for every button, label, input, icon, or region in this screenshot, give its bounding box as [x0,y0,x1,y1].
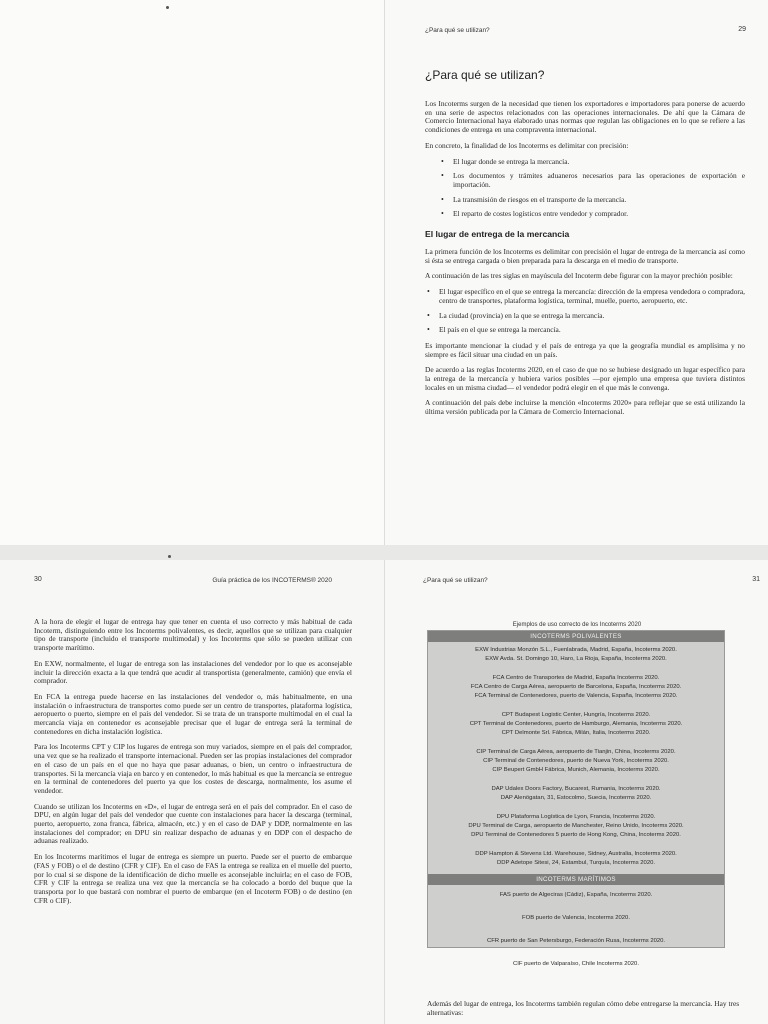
page-mark [166,6,169,9]
table-group [428,781,724,809]
bullet-list [425,288,745,335]
table-group [428,670,724,707]
paragraph: De acuerdo a las reglas Incoterms 2020, en el caso de que no se hubiese designado un lugar específico para la entrega de la mercancía y hubiera varios posibles —por ejemplo una empresa que tuviera distintos locales en un misma ciudad— el vendedor podrá elegir en el que más le convenga. [425,365,745,392]
table-row: DDP Adetope Sitesi, 24, Estambul, Turquía, Incoterms 2020. [496,860,656,866]
table-row: FCA Centro de Transportes de Madrid, España Incoterms 2020. [492,675,660,681]
page-29-body [425,68,745,424]
table-row: CIF puerto de Valparaíso, Chile Incoterms 2020. [513,961,639,967]
table-group [428,744,724,781]
list-item: • El lugar donde se entrega la mercancía. [439,158,745,167]
list-item: • El país en el que se entrega la mercancía. [425,326,745,335]
list-item: • El reparto de costes logísticos entre vendedor y comprador. [439,210,745,219]
table-row: DPU Plataforma Logística de Lyon, Francia, Incoterms 2020. [496,814,656,820]
paragraph: En EXW, normalmente, el lugar de entrega son las instalaciones del vendedor por lo que es aconsejable incluir la dirección exacta a la que tendrá que acudir al transportista (generalmente, camión) que envía el comprador. [34,658,352,686]
running-header: ¿Para qué se utilizan? [423,577,488,584]
table-title: Ejemplos de uso correcto de los Incoterms 2020 [512,622,642,628]
table-row: EXW Industrias Monzón S.L., Fuenlabrada, Madrid, España, Incoterms 2020. [475,647,677,653]
bullet-list [425,158,745,220]
paragraph: Además del lugar de entrega, los Incoterms también regulan cómo debe entregarse la mercancía. Hay tres alternativas: [427,999,740,1017]
page-number: 31 [752,576,760,583]
paragraph: En FCA la entrega puede hacerse en las instalaciones del vendedor o, más habitualmente, en una instalación o infraestructura de transportes como puede ser un centro de transportes, plataforma logística, aeropuerto o puerto, siempre en el país del vendedor. Si se trata de un transporte multimodal en el cual la mercancía viaja en contenedor es aconsejable precisar que el lugar de entrega será la terminal de contenedores en dicha instalación logística. [34,691,352,736]
table-group [428,809,724,846]
paragraph: En concreto, la finalidad de los Incoterms es delimitar con precisión: [425,140,629,150]
table-row: CPT Delmonte Srl. Fábrica, Milán, Italia, Incoterms 2020. [501,730,651,736]
table-section-header: INCOTERMS POLIVALENTES [428,631,724,642]
examples-table [427,630,725,967]
table-row: CIP Terminal de Carga Aérea, aeropuerto de Tianjin, China, Incoterms 2020. [476,749,676,755]
paragraph: En los Incoterms marítimos el lugar de entrega es siempre un puerto. Puede ser el puerto de embarque (FAS y FOB) o el de destino (CFR y CIF). En el caso de FAS la entrega se realiza en el muelle del puerto, por lo cual si se dispone de la identificación de dicho muelle es aconsejable incluirla; en el caso de FOB, CFR y CIF la entrega se realiza una vez que la mercancía se ha colocado a bordo del buque que la transporta por lo que bastará con nombrar el puerto de embarque (en el Incoterm FOB) o de destino (en CFR o CIF). [34,852,352,905]
table-row: DDP Hampton & Stevens Ltd. Warehouse, Sidney, Australia, Incoterms 2020. [475,851,677,857]
table-row: CFR puerto de San Petersburgo, Federación Rusa, Incoterms 2020. [486,938,666,944]
table-row: EXW Avda. St. Domingo 10, Haro, La Rioja, España, Incoterms 2020. [485,656,667,662]
table-row: CPT Terminal de Contenedores, puerto de Hamburgo, Alemania, Incoterms 2020. [469,721,683,727]
page-number: 30 [34,576,42,583]
table-group [428,908,724,931]
running-header: ¿Para qué se utilizan? [425,27,490,34]
paragraph: Para los Incoterms CPT y CIP los lugares de entrega son muy variados, siempre en el país del comprador, una vez que se ha realizado el transporte internacional. Pueden ser las propias instalaciones del comprador en el caso de un país en el que no haya que pasar aduanas, o bien, un centro o infraestructura de transportes. Si la mercancía viaja en barco y en contenedor, lo más habitual es que la mercancía se entregue en la terminal de contenedores del puerto ya que los costes de descarga, normalmente, los asume el vendedor. [34,742,352,795]
section-heading: El lugar de entrega de la mercancia [425,229,570,240]
list-item: • El lugar específico en el que se entrega la mercancía: dirección de la empresa vendedora o compradora, centro de transportes, plataforma logística, terminal, muelle, puerto, aeropuerto, etc. [425,288,745,305]
list-item: • La transmisión de riesgos en el transporte de la mercancía. [439,196,745,205]
table-row: CPT Budapest Logistic Center, Hungría, Incoterms 2020. [501,712,651,718]
running-header: Guía práctica de los INCOTERMS® 2020 [212,577,332,584]
page-31 [384,560,768,1024]
table-section-header: INCOTERMS MARÍTIMOS [428,874,724,885]
list-item: • La ciudad (provincia) en la que se entrega la mercancía. [425,312,745,321]
page-29 [384,0,768,545]
table-row: DAP Alenögatan, 31, Estocolmo, Suecia, Incoterms 2020. [500,795,652,801]
paragraph: Es importante mencionar la ciudad y el país de entrega ya que la geografía mundial es amplísima y no siempre es fácil situar una ciudad en un país. [425,340,745,359]
page-30 [0,560,384,1024]
table-group [428,707,724,744]
paragraph: A continuación del país debe incluirse la mención «Incoterms 2020» para reflejar que se está utilizando la última versión publicada por la Cámara de Comercio Internacional. [425,398,745,417]
paragraph: Los Incoterms surgen de la necesidad que tienen los exportadores e importadores para ponerse de acuerdo en una serie de aspectos relacionados con las operaciones internacionales. De ahí que la Cámara de Comercio Internacional haya elaborado unas normas que regulan las obligaciones en lo que se refiere a las condiciones de entrega en una compraventa internacional. [425,99,745,135]
table-row: CIP Terminal de Contenedores, puerto de Nueva York, Incoterms 2020. [483,758,669,764]
table-row: DPU Terminal de Carga, aeropuerto de Manchester, Reino Unido, Incoterms 2020. [468,823,684,829]
page-title: ¿Para qué se utilizan? [425,68,545,82]
page-number: 29 [738,26,746,33]
table-row: DPU Terminal de Contenedores 5 puerto de Hong Kong, China, Incoterms 2020. [471,832,681,838]
table-row: FOB puerto de Valencia, Incoterms 2020. [522,915,630,921]
table-group [428,931,724,954]
table-row: CIP Beupert GmbH Fábrica, Munich, Alemania, Incoterms 2020. [492,767,660,773]
table-row: FCA Terminal de Contenedores, puerto de Valencia, España, Incoterms 2020. [474,693,678,699]
table-group [428,954,724,977]
page-gap [0,545,768,560]
table-row: FAS puerto de Algeciras (Cádiz), España, Incoterms 2020. [499,892,653,898]
paragraph: A continuación de las tres siglas en mayúscula del Incoterm debe figurar con la mayor prechión posible: [425,271,733,281]
paragraph: Cuando se utilizan los Incoterms en «D», el lugar de entrega será en el país del comprador. En el caso de DPU, en algún lugar del país del vendedor que cuente con instalaciones para hacer la descarga (terminal, puerto, aeropuerto, zona franca, fábrica, almacén, etc.) y en el caso de DAP y DDP, normalmente en las instalaciones del comprador; en DPU sin realizar despacho de aduanas y en DDP con el despacho de aduanas realizado. [34,801,352,846]
table-section-polivalentes [428,642,724,874]
table-group [428,846,724,874]
table-row: FCA Centro de Carga Aérea, aeropuerto de Barcelona, España, Incoterms 2020. [470,684,682,690]
table-group [428,642,724,670]
page-28 [0,0,384,545]
table-group [428,885,724,908]
list-item: • Los documentos y trámites aduaneros necesarios para las operaciones de exportación e importación. [439,172,745,189]
table-row: DAP Udalex Doors Factory, Bucarest, Rumania, Incoterms 2020. [491,786,661,792]
paragraph: La primera función de los Incoterms es delimitar con precisión el lugar de entrega de la mercancía así como si ésta se entrega cargada o bien preparada para la descarga en el medio de transporte. [425,247,745,265]
paragraph: A la hora de elegir el lugar de entrega hay que tener en cuenta el uso correcto y más habitual de cada Incoterm, distinguiendo entre los Incoterms polivalentes, es decir, aquellos que se utilizan para cualquier tipo de transporte (incluido el transporte multimodal) y los Incoterms que sólo se pueden utilizar con transporte marítimo. [34,617,352,653]
page-30-body [34,618,352,912]
table-section-maritimos [428,885,724,977]
page-mark [168,555,171,558]
